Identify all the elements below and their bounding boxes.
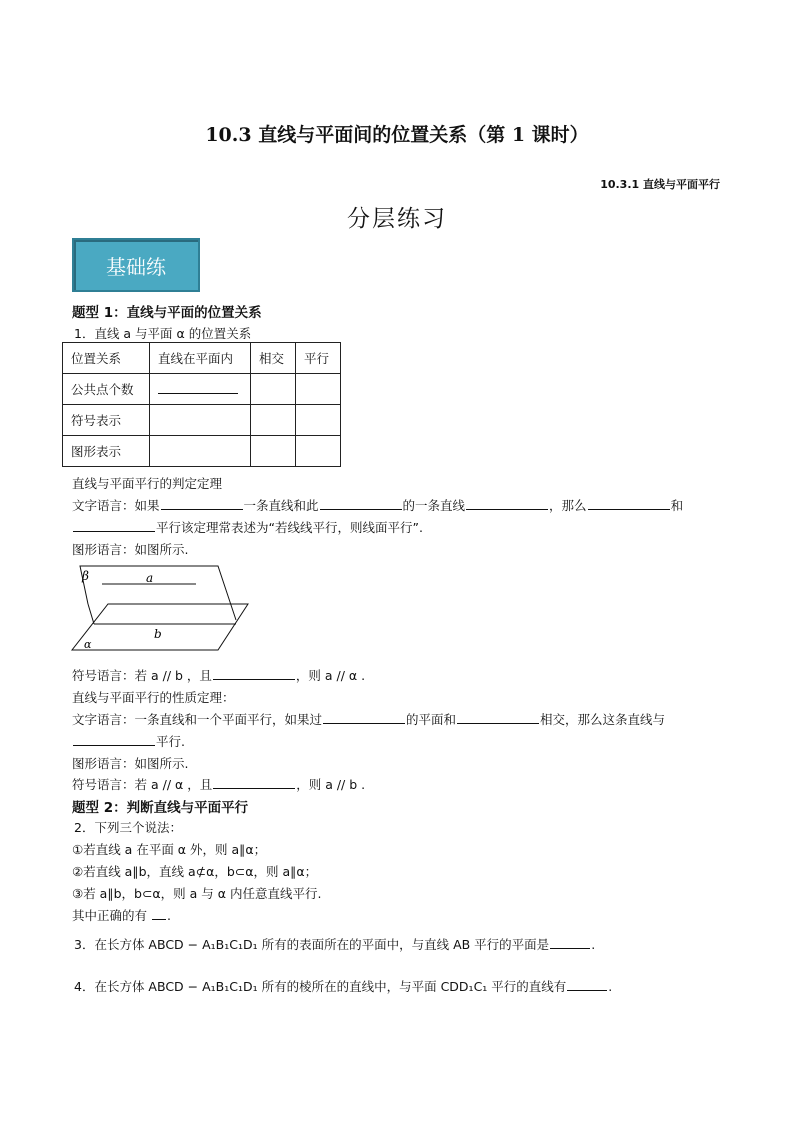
- theorem2-figure-caption: 图形语言：如图所示.: [72, 756, 189, 771]
- answer-blank[interactable]: [152, 907, 166, 920]
- label-beta: β: [82, 569, 89, 583]
- page-title: 10.3 直线与平面间的位置关系（第 1 课时）: [205, 124, 589, 146]
- theorem1-text-line1: 文字语言：如果 一条直线和此 的一条直线 ，那么 和: [72, 498, 684, 513]
- section-heading: 分层练习: [347, 206, 447, 232]
- table-cell[interactable]: [251, 374, 296, 405]
- table-row-label: 公共点个数: [63, 374, 150, 405]
- type1-heading: 题型 1：直线与平面的位置关系: [72, 305, 262, 321]
- table-cell: [150, 374, 251, 405]
- theorem1-title: 直线与平面平行的判定定理: [72, 476, 223, 491]
- plane-beta: [80, 566, 236, 620]
- table-header-cell: 相交: [251, 343, 296, 374]
- table-row-label: 图形表示: [63, 436, 150, 467]
- level-badge: 基础练: [72, 238, 200, 292]
- section-subtitle: 10.3.1 直线与平面平行: [600, 178, 720, 191]
- table-row-label: 符号表示: [63, 405, 150, 436]
- answer-blank[interactable]: [161, 497, 243, 510]
- question-1: 1．直线 a 与平面 α 的位置关系: [74, 326, 252, 341]
- table-cell[interactable]: [296, 374, 341, 405]
- theorem1-figure-caption: 图形语言：如图所示.: [72, 542, 189, 557]
- answer-blank[interactable]: [320, 497, 402, 510]
- table-row: [63, 405, 341, 436]
- answer-blank[interactable]: [550, 936, 590, 949]
- answer-blank[interactable]: [213, 667, 295, 680]
- question-2-answer: 其中正确的有 .: [72, 908, 171, 923]
- theorem2-text-line1: 文字语言：一条直线和一个平面平行，如果过 的平面和 相交，那么这条直线与: [72, 712, 666, 727]
- theorem1-text-line2: 平行该定理常表述为“若线线平行，则线面平行”.: [72, 518, 423, 536]
- answer-blank[interactable]: [588, 497, 670, 510]
- table-cell[interactable]: [296, 405, 341, 436]
- answer-blank[interactable]: [73, 733, 155, 746]
- answer-blank[interactable]: [158, 383, 238, 394]
- theorem2-title: 直线与平面平行的性质定理：: [72, 690, 235, 705]
- label-alpha: α: [84, 638, 92, 651]
- table-row: [63, 343, 341, 374]
- statement-2: ②若直线 a∥b，直线 a⊄α，b⊂α，则 a∥α；: [72, 864, 318, 879]
- answer-blank[interactable]: [457, 711, 539, 724]
- type2-heading: 题型 2：判断直线与平面平行: [72, 800, 249, 816]
- table-cell[interactable]: [251, 436, 296, 467]
- question-2: 2．下列三个说法：: [74, 820, 182, 835]
- table-cell[interactable]: [150, 436, 251, 467]
- table-header-cell: 平行: [296, 343, 341, 374]
- question-3: 3．在长方体 ABCD − A₁B₁C₁D₁ 所有的表面所在的平面中，与直线 AB 平行的平面是 .: [74, 937, 596, 952]
- label-a: a: [146, 571, 154, 585]
- label-b: b: [154, 627, 162, 641]
- theorem2-text-line2: 平行.: [72, 732, 185, 750]
- question-4: 4．在长方体 ABCD − A₁B₁C₁D₁ 所有的棱所在的直线中，与平面 CDD₁C₁ 平行的直线有 .: [74, 979, 613, 994]
- theorem2-symbol: 符号语言：若 a // α ，且 ，则 a // b .: [72, 777, 366, 792]
- table-header-cell: 直线在平面内: [150, 343, 251, 374]
- plane-figure: [68, 558, 254, 656]
- table-cell[interactable]: [296, 436, 341, 467]
- table-cell[interactable]: [150, 405, 251, 436]
- answer-blank[interactable]: [213, 776, 295, 789]
- answer-blank[interactable]: [466, 497, 548, 510]
- answer-blank[interactable]: [323, 711, 405, 724]
- table-header-cell: 位置关系: [63, 343, 150, 374]
- relation-table: [62, 342, 341, 467]
- statement-3: ③若 a∥b，b⊂α，则 a 与 α 内任意直线平行.: [72, 886, 322, 901]
- answer-blank[interactable]: [73, 519, 155, 532]
- table-row: [63, 436, 341, 467]
- answer-blank[interactable]: [567, 978, 607, 991]
- table-cell[interactable]: [251, 405, 296, 436]
- table-row: [63, 374, 341, 405]
- theorem1-symbol: 符号语言：若 a // b ，且 ，则 a // α .: [72, 668, 366, 683]
- statement-1: ①若直线 a 在平面 α 外，则 a∥α；: [72, 842, 267, 857]
